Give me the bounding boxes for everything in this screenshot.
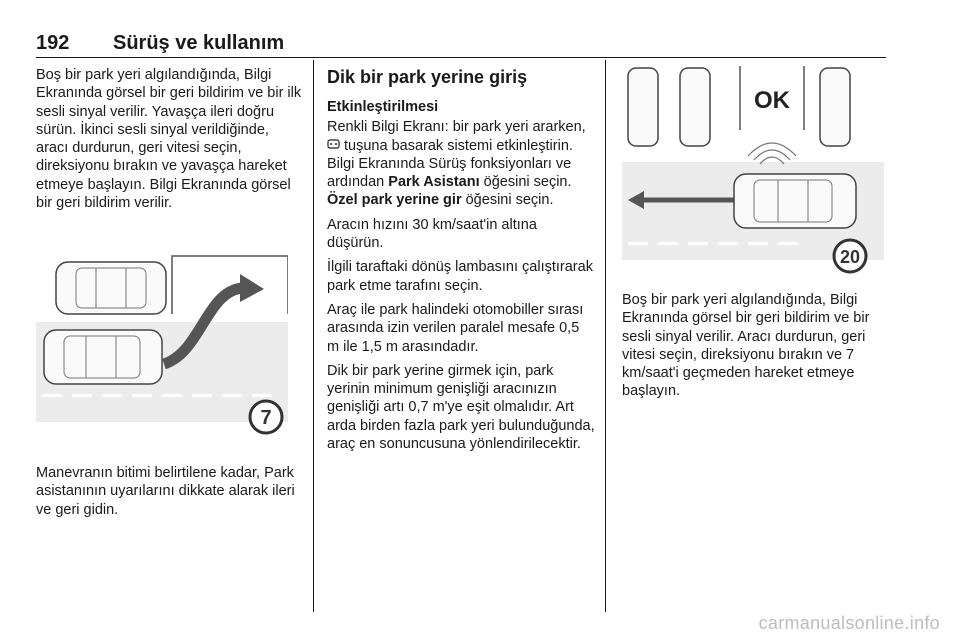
- sensor-signal-icon: [748, 143, 796, 164]
- park-assist-button-icon: [327, 138, 340, 150]
- watermark: carmanualsonline.info: [758, 613, 940, 633]
- col2-paragraph-5: Dik bir park yerine girmek için, park yerinin minimum genişliği aracınızın genişliği artı 0,7 m'ye eşit olmalıdır. Art arda birden fazla park yeri bulunduğunda, araç en sonuncusuna yönlendirilecektir.: [327, 362, 595, 453]
- column-3: [622, 291, 888, 407]
- figure-7-badge: 7: [260, 407, 272, 429]
- figure-7: [36, 252, 288, 447]
- header-rule: [36, 57, 886, 58]
- col2-paragraph-3: İlgili taraftaki dönüş lambasını çalıştırarak park etme tarafını seçin.: [327, 259, 593, 294]
- arrow-head-icon: [240, 274, 264, 302]
- column-2: [327, 66, 595, 459]
- parked-car-icon: [56, 262, 166, 314]
- moving-car-icon: [44, 330, 162, 384]
- section-heading: Dik bir park yerine giriş: [327, 67, 528, 87]
- col2-paragraph-4: Araç ile park halindeki otomobiller sırası arasında izin verilen paralel mesafe 0,5 m ile 1,5 m arasındadır.: [327, 301, 584, 355]
- col1-paragraph-2: Manevranın bitimi belirtilene kadar, Park asistanının uyarılarını dikkate alarak ileri ve geri gidin.: [36, 465, 295, 518]
- subheading: Etkinleştirilmesi: [327, 99, 439, 115]
- column-divider-1: [313, 60, 314, 612]
- parallel-parking-illustration: [36, 252, 288, 447]
- col2-paragraph-1: Renkli Bilgi Ekranı: bir park yeri ararken, tuşuna basarak sistemi etkinleştirin. Bilgi Ekranında Sürüş fonksiyonları ve ardından Park Asistanı öğesini seçin. Özel park yerine gir öğesini seçin.: [327, 119, 586, 209]
- perpendicular-parking-illustration: [622, 66, 884, 280]
- ok-label: OK: [754, 87, 790, 114]
- column-1: [36, 66, 304, 218]
- column-divider-2: [605, 60, 606, 612]
- figure-20: [622, 66, 884, 280]
- col2-paragraph-2: Aracın hızını 30 km/saat'in altına düşürün.: [327, 216, 537, 252]
- page-number: 192: [36, 32, 70, 54]
- parked-car-icon: [628, 68, 850, 146]
- col3-paragraph-1: Boş bir park yeri algılandığında, Bilgi Ekranında görsel bir geri bildirim ve bir sesli sinyal verilir. Aracı durdurun, geri vitesi seçin, direksiyonu bırakın ve 7 km/saat'i geçmeden hareket etmeye başlayın.: [622, 292, 870, 400]
- section-title: Sürüş ve kullanım: [113, 32, 285, 54]
- col1-paragraph-1: Boş bir park yeri algılandığında, Bilgi Ekranında görsel bir geri bildirim ve bir ilk sesli sinyal verilir. Yavaşça ileri doğru sürün. İkinci sesli sinyal verildiğinde, aracı durdurun, geri vitesi seçin, direksiyonu bırakın ve yavaşça hareket etmeye başlayın. Bilgi Ekranında görsel bir geri bildirim verilir.: [36, 67, 302, 212]
- moving-car-icon: [734, 174, 856, 228]
- column-1-lower: [36, 464, 304, 525]
- figure-20-badge: 20: [839, 247, 861, 267]
